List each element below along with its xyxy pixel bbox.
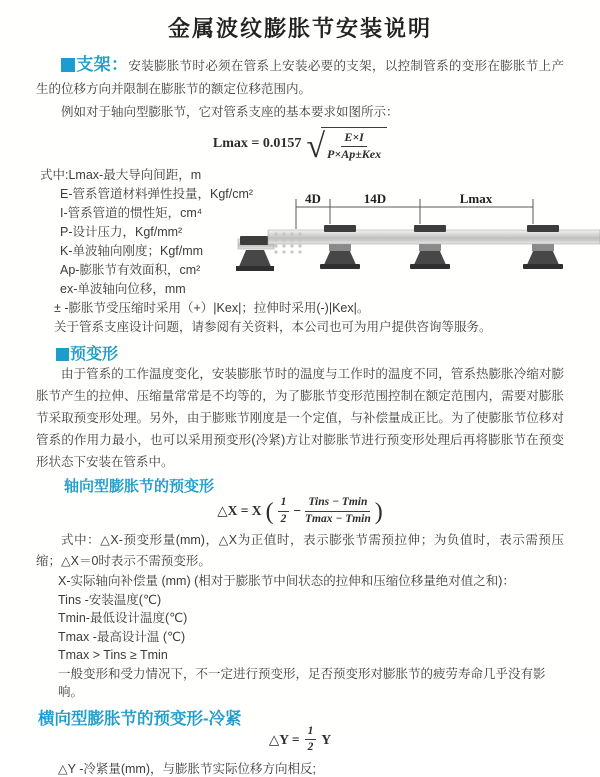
fraction-denominator: 2: [307, 741, 314, 753]
guide-support: [320, 244, 360, 269]
axial-predeform-formula: △X = X ( $\frac{1}{2}$ − $\frac{\text{Tins − Tmin}}{Tmax - Tmin}$ ): [217, 496, 383, 525]
predeform-section-heading: [56, 341, 600, 361]
fraction: [305, 725, 317, 754]
lateral-predeform-formula: [0, 726, 600, 754]
parameter-item: Tmax -最高设计温 (℃): [58, 629, 186, 644]
axial-explain-paragraph: 式中：△X-预变形量(mm)，△X为正值时，表示膨张节需预拉伸；为负值时，表示需预压缩；△X＝0时表示不需预变形。: [36, 533, 564, 568]
definition-item: P-设计压力，Kgf/mm²: [60, 225, 183, 239]
pipe-support-spacing-diagram: [238, 190, 600, 292]
section-square-icon: [56, 348, 69, 361]
support-intro-text: 安装膨胀节时必须在管系上安装必要的支架，以控制管系的变形在膨胀节上产生的位移方向并限制在膨胀节的额定位移范围内。: [36, 59, 564, 96]
dimension-label: Lmax: [459, 191, 493, 206]
definition-item: 关于管系支座设计问题，请参阅有关资料，本公司也可为用户提供咨询等服务。: [54, 320, 492, 334]
fraction-numerator: Tins − Tmin: [305, 496, 370, 511]
dimension-lines: [296, 199, 533, 229]
section-square-icon: [61, 58, 75, 72]
formula-lhs: Lmax = 0.0157: [212, 136, 302, 151]
support-example-line: 例如对于轴向型膨胀节，它对管系支座的基本要求如图所示：: [61, 105, 399, 119]
axial-parameter-list: [58, 572, 564, 702]
predeform-body-paragraph: 由于管系的工作温度变化，安装膨胀节时的温度与工作时的温度不同，管系热膨胀冷缩对膨胀节产生的拉伸、压缩量常常是不均等的，为了膨胀节变形范围控制在额定范围内，需要对膨胀节采取预变形处理。另外，由于膨账节刚度是一个定值，与补偿量成正比。为了使膨胀节位移对管系的作用力最小，也可以采用预变形(冷紧)方让对膨胀节进行预变形处理后再将膨胀节在预变形状态下安装在管系中。: [36, 367, 564, 469]
formula-rhs: Y: [321, 731, 332, 747]
fraction: [305, 496, 371, 525]
definition-item: I-管系管道的惯性矩，cm⁴: [60, 206, 203, 220]
definition-item: E-管系管道材料弹性投量，Kgf/cm²: [60, 187, 254, 201]
guide-clamp: [414, 225, 446, 232]
lateral-note-line: △Y -冷紧量(mm)，与膨胀节实际位移方向相反;: [58, 761, 316, 776]
guide-clamp: [324, 225, 356, 232]
fraction-denominator: P×Ap±Kex: [327, 146, 382, 161]
parameter-item: Tmax > Tins ≥ Tmin: [58, 648, 168, 662]
formula-lhs: △X = X: [217, 503, 262, 518]
fraction: [278, 496, 290, 525]
predeform-heading-text: 预变形: [70, 346, 119, 363]
radicand: [321, 127, 387, 162]
guide-support: [523, 244, 563, 269]
fraction-numerator: 1: [278, 496, 290, 511]
minus-operator: −: [293, 503, 302, 518]
page-title: 金属波纹膨胀节安装说明: [167, 16, 432, 41]
guide-support: [410, 244, 450, 269]
parameter-item: Tins -安装温度(℃): [58, 592, 162, 607]
support-section-heading: 支架：: [76, 55, 129, 74]
parameter-item: 一般变形和受力情况下，不一定进行预变形，足否预变形对膨胀节的疲劳寿命几乎没有影响。: [58, 666, 546, 699]
definition-item: Ap-膨胀节有效面积，cm²: [60, 263, 201, 277]
definition-item: K-单波轴向刚度；Kgf/mm: [60, 244, 204, 258]
dimension-label: 4D: [305, 191, 321, 206]
definition-item: ex-单波轴向位移，mm: [60, 282, 186, 296]
main-pipe: [268, 230, 600, 244]
definition-item: ± -膨胀节受压缩时采用（+）|Kex|；拉伸时采用(-)|Kex|。: [54, 301, 370, 315]
guide-clamp: [527, 225, 559, 232]
axial-subheading: 轴向型膨胀节的预变形: [64, 478, 215, 495]
support-intro-paragraph: [36, 55, 564, 101]
definition-item: 式中:Lmax-最大导向间距，m: [40, 168, 202, 182]
guide-spacing-formula: Lmax = 0.0157 √ $\frac{E\times I}{\text{P×Ap±Kex}}$: [0, 123, 600, 165]
lateral-subheading: 横向型膨胀节的预变形-冷紧: [38, 709, 242, 728]
formula-lhs: △Y =: [268, 731, 300, 747]
parameter-item: Tmin-最低设计温度(℃): [58, 611, 188, 625]
fraction-denominator: Tmax − Tmin: [305, 512, 371, 525]
dimension-label: 14D: [363, 191, 387, 206]
fraction: [327, 131, 381, 162]
fraction-numerator: 1: [305, 725, 317, 740]
fraction-denominator: 2: [280, 512, 287, 525]
parameter-item: X-实际轴向补偿量 (mm) (相对于膨胀节中间状态的拉伸和压缩位移量绝对值之和)：: [58, 574, 515, 588]
fraction-numerator: E×I: [341, 131, 367, 147]
